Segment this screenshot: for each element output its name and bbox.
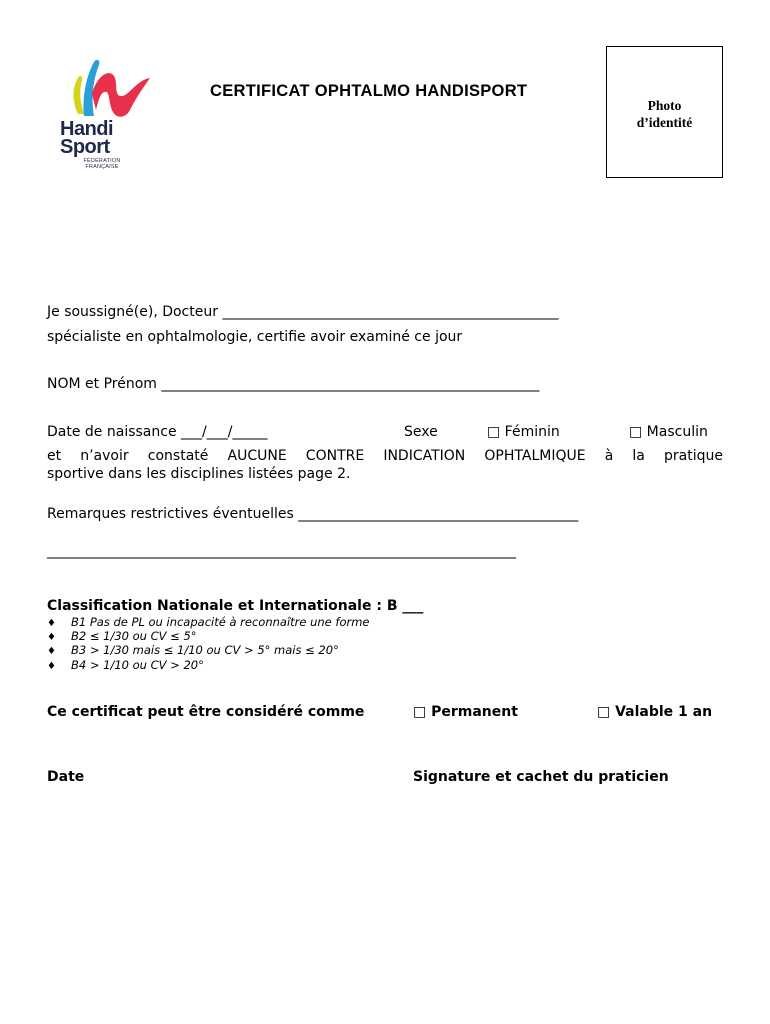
photo-box xyxy=(606,46,723,178)
remarks-line-2: ___________________________________________________________________ xyxy=(47,543,516,559)
classification-item xyxy=(47,658,204,674)
classification-item-text: B4 > 1/10 ou CV > 20° xyxy=(71,658,204,672)
classification-item-text: B3 > 1/30 mais ≤ 1/10 ou CV > 5° mais ≤ 20° xyxy=(71,643,339,657)
classification-item-text: B1 Pas de PL ou incapacité à reconnaître une forme xyxy=(71,615,370,629)
validity-label: Ce certificat peut être considéré comme xyxy=(47,704,365,720)
logo-word-sport: Sport xyxy=(60,136,110,158)
logo-francaise: FRANÇAISE xyxy=(85,164,119,170)
photo-label: Photo d’identité xyxy=(636,98,693,130)
diamond-bullet-icon: ♦ xyxy=(47,618,56,629)
handisport-logo xyxy=(56,54,156,174)
diamond-bullet-icon: ♦ xyxy=(47,661,56,672)
diamond-bullet-icon: ♦ xyxy=(47,646,56,657)
permanent-checkbox[interactable]: □ Permanent xyxy=(413,704,518,720)
logo-yellow-stroke xyxy=(74,76,85,114)
handisport-logo-graphic xyxy=(56,54,156,124)
logo-word-handi: Handi xyxy=(60,118,114,140)
classification-item xyxy=(47,643,339,659)
specialist-line: spécialiste en ophtalmologie, certifie avoir examiné ce jour xyxy=(47,329,463,345)
name-line: NOM et Prénom ______________________________________________________ xyxy=(47,376,540,392)
sex-label: Sexe xyxy=(404,424,438,440)
valid-one-year-checkbox[interactable]: □ Valable 1 an xyxy=(597,704,713,720)
signature-label: Signature et cachet du praticien xyxy=(413,769,669,785)
diamond-bullet-icon: ♦ xyxy=(47,632,56,643)
sex-female-checkbox[interactable]: □ Féminin xyxy=(487,424,560,440)
statement-line-2: sportive dans les disciplines listées page 2. xyxy=(47,466,351,482)
statement-line-1: et n’avoir constaté AUCUNE CONTRE INDICATION OPHTALMIQUE à la pratique xyxy=(47,448,723,464)
classification-item-text: B2 ≤ 1/30 ou CV ≤ 5° xyxy=(71,629,197,643)
remarks-line: Remarques restrictives éventuelles ________________________________________ xyxy=(47,506,579,522)
sex-male-checkbox[interactable]: □ Masculin xyxy=(629,424,708,440)
classification-title: Classification Nationale et Internationale : B ___ xyxy=(47,598,424,614)
date-label: Date xyxy=(47,769,85,785)
statement-paragraph xyxy=(47,447,723,483)
page-title: CERTIFICAT OPHTALMO HANDISPORT xyxy=(210,82,528,100)
doctor-line: Je soussigné(e), Docteur ________________________________________________ xyxy=(47,304,559,320)
logo-federation: FÉDÉRATION xyxy=(83,158,121,164)
logo-red-swoosh xyxy=(92,73,150,117)
birth-date-line: Date de naissance ___/___/_____ xyxy=(47,424,268,440)
